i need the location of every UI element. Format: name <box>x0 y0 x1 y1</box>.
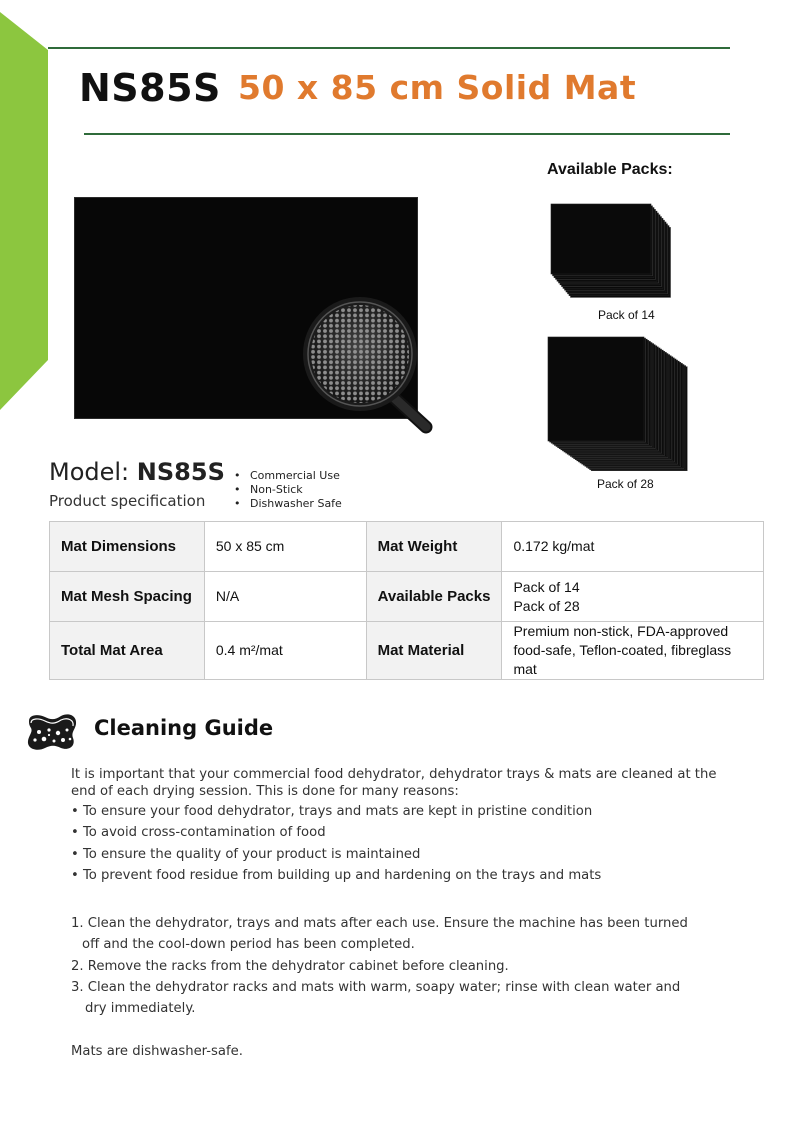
model-heading <box>49 458 225 486</box>
reason-item: • To prevent food residue from building up and hardening on the trays and mats <box>71 867 602 883</box>
reason-item: • To avoid cross-contamination of food <box>71 825 326 841</box>
dishwasher-note: Mats are dishwasher-safe. <box>71 1044 243 1059</box>
spec-table <box>49 521 764 680</box>
pack-14-image <box>549 202 677 304</box>
spec-label: Mat Dimensions <box>50 522 205 572</box>
feature-item: • Non-Stick <box>234 483 342 497</box>
step-item <box>71 977 688 1020</box>
cleaning-reasons-list <box>71 803 601 888</box>
feature-item: • Dishwasher Safe <box>234 497 342 511</box>
product-title: 50 x 85 cm Solid Mat <box>238 68 637 107</box>
product-code: NS85S <box>79 66 221 110</box>
product-spec-subtitle: Product specification <box>49 492 206 510</box>
feature-list <box>234 469 342 511</box>
spec-label: Mat Material <box>366 622 502 680</box>
step-line: dry immediately. <box>85 1001 196 1017</box>
step-item <box>71 956 688 977</box>
spec-value: Pack of 14 Pack of 28 <box>502 572 764 622</box>
reason-item: • To ensure your food dehydrator, trays and mats are kept in pristine condition <box>71 804 593 819</box>
header-rule-bottom <box>84 133 730 135</box>
spec-row <box>50 622 764 680</box>
cleaning-intro-line-2: end of each drying session. This is done for many reasons: <box>71 784 459 799</box>
pack-28-image <box>546 335 697 473</box>
feature-item: • Commercial Use <box>234 469 342 483</box>
cleaning-steps-list <box>71 913 688 1019</box>
spec-row <box>50 522 764 572</box>
model-code: NS85S <box>136 458 225 486</box>
model-prefix: Model: <box>49 458 130 486</box>
spec-label: Mat Mesh Spacing <box>50 572 205 622</box>
spec-value: 50 x 85 cm <box>204 522 366 572</box>
step-line: 3. Clean the dehydrator racks and mats with warm, soapy water; rinse with clean water and <box>71 979 681 995</box>
cleaning-intro-line-1: It is important that your commercial food dehydrator, dehydrator trays & mats are cleaned at the <box>71 767 717 782</box>
spec-label: Mat Weight <box>366 522 502 572</box>
spec-value: 0.4 m²/mat <box>204 622 366 680</box>
sponge-icon <box>25 712 79 752</box>
step-line: 2. Remove the racks from the dehydrator cabinet before cleaning. <box>71 958 509 974</box>
spec-label: Available Packs <box>366 572 502 622</box>
spec-row <box>50 572 764 622</box>
step-item <box>71 913 688 956</box>
magnifier-detail-icon <box>298 292 448 442</box>
spec-value: 0.172 kg/mat <box>502 522 764 572</box>
pack-28-label: Pack of 28 <box>597 477 654 491</box>
spec-value: N/A <box>204 572 366 622</box>
spec-label: Total Mat Area <box>50 622 205 680</box>
available-packs-title: Available Packs: <box>547 161 673 178</box>
green-corner-accent <box>0 0 48 410</box>
spec-value: Premium non-stick, FDA-approved food-safe, Teflon-coated, fibreglass mat <box>502 622 764 680</box>
cleaning-guide-title: Cleaning Guide <box>94 716 274 740</box>
header-rule-top <box>48 47 730 49</box>
pack-14-label: Pack of 14 <box>598 308 655 322</box>
reason-item: • To ensure the quality of your product is maintained <box>71 846 421 862</box>
step-line: 1. Clean the dehydrator, trays and mats after each use. Ensure the machine has been turned <box>71 916 688 931</box>
step-line: off and the cool-down period has been completed. <box>82 937 415 953</box>
